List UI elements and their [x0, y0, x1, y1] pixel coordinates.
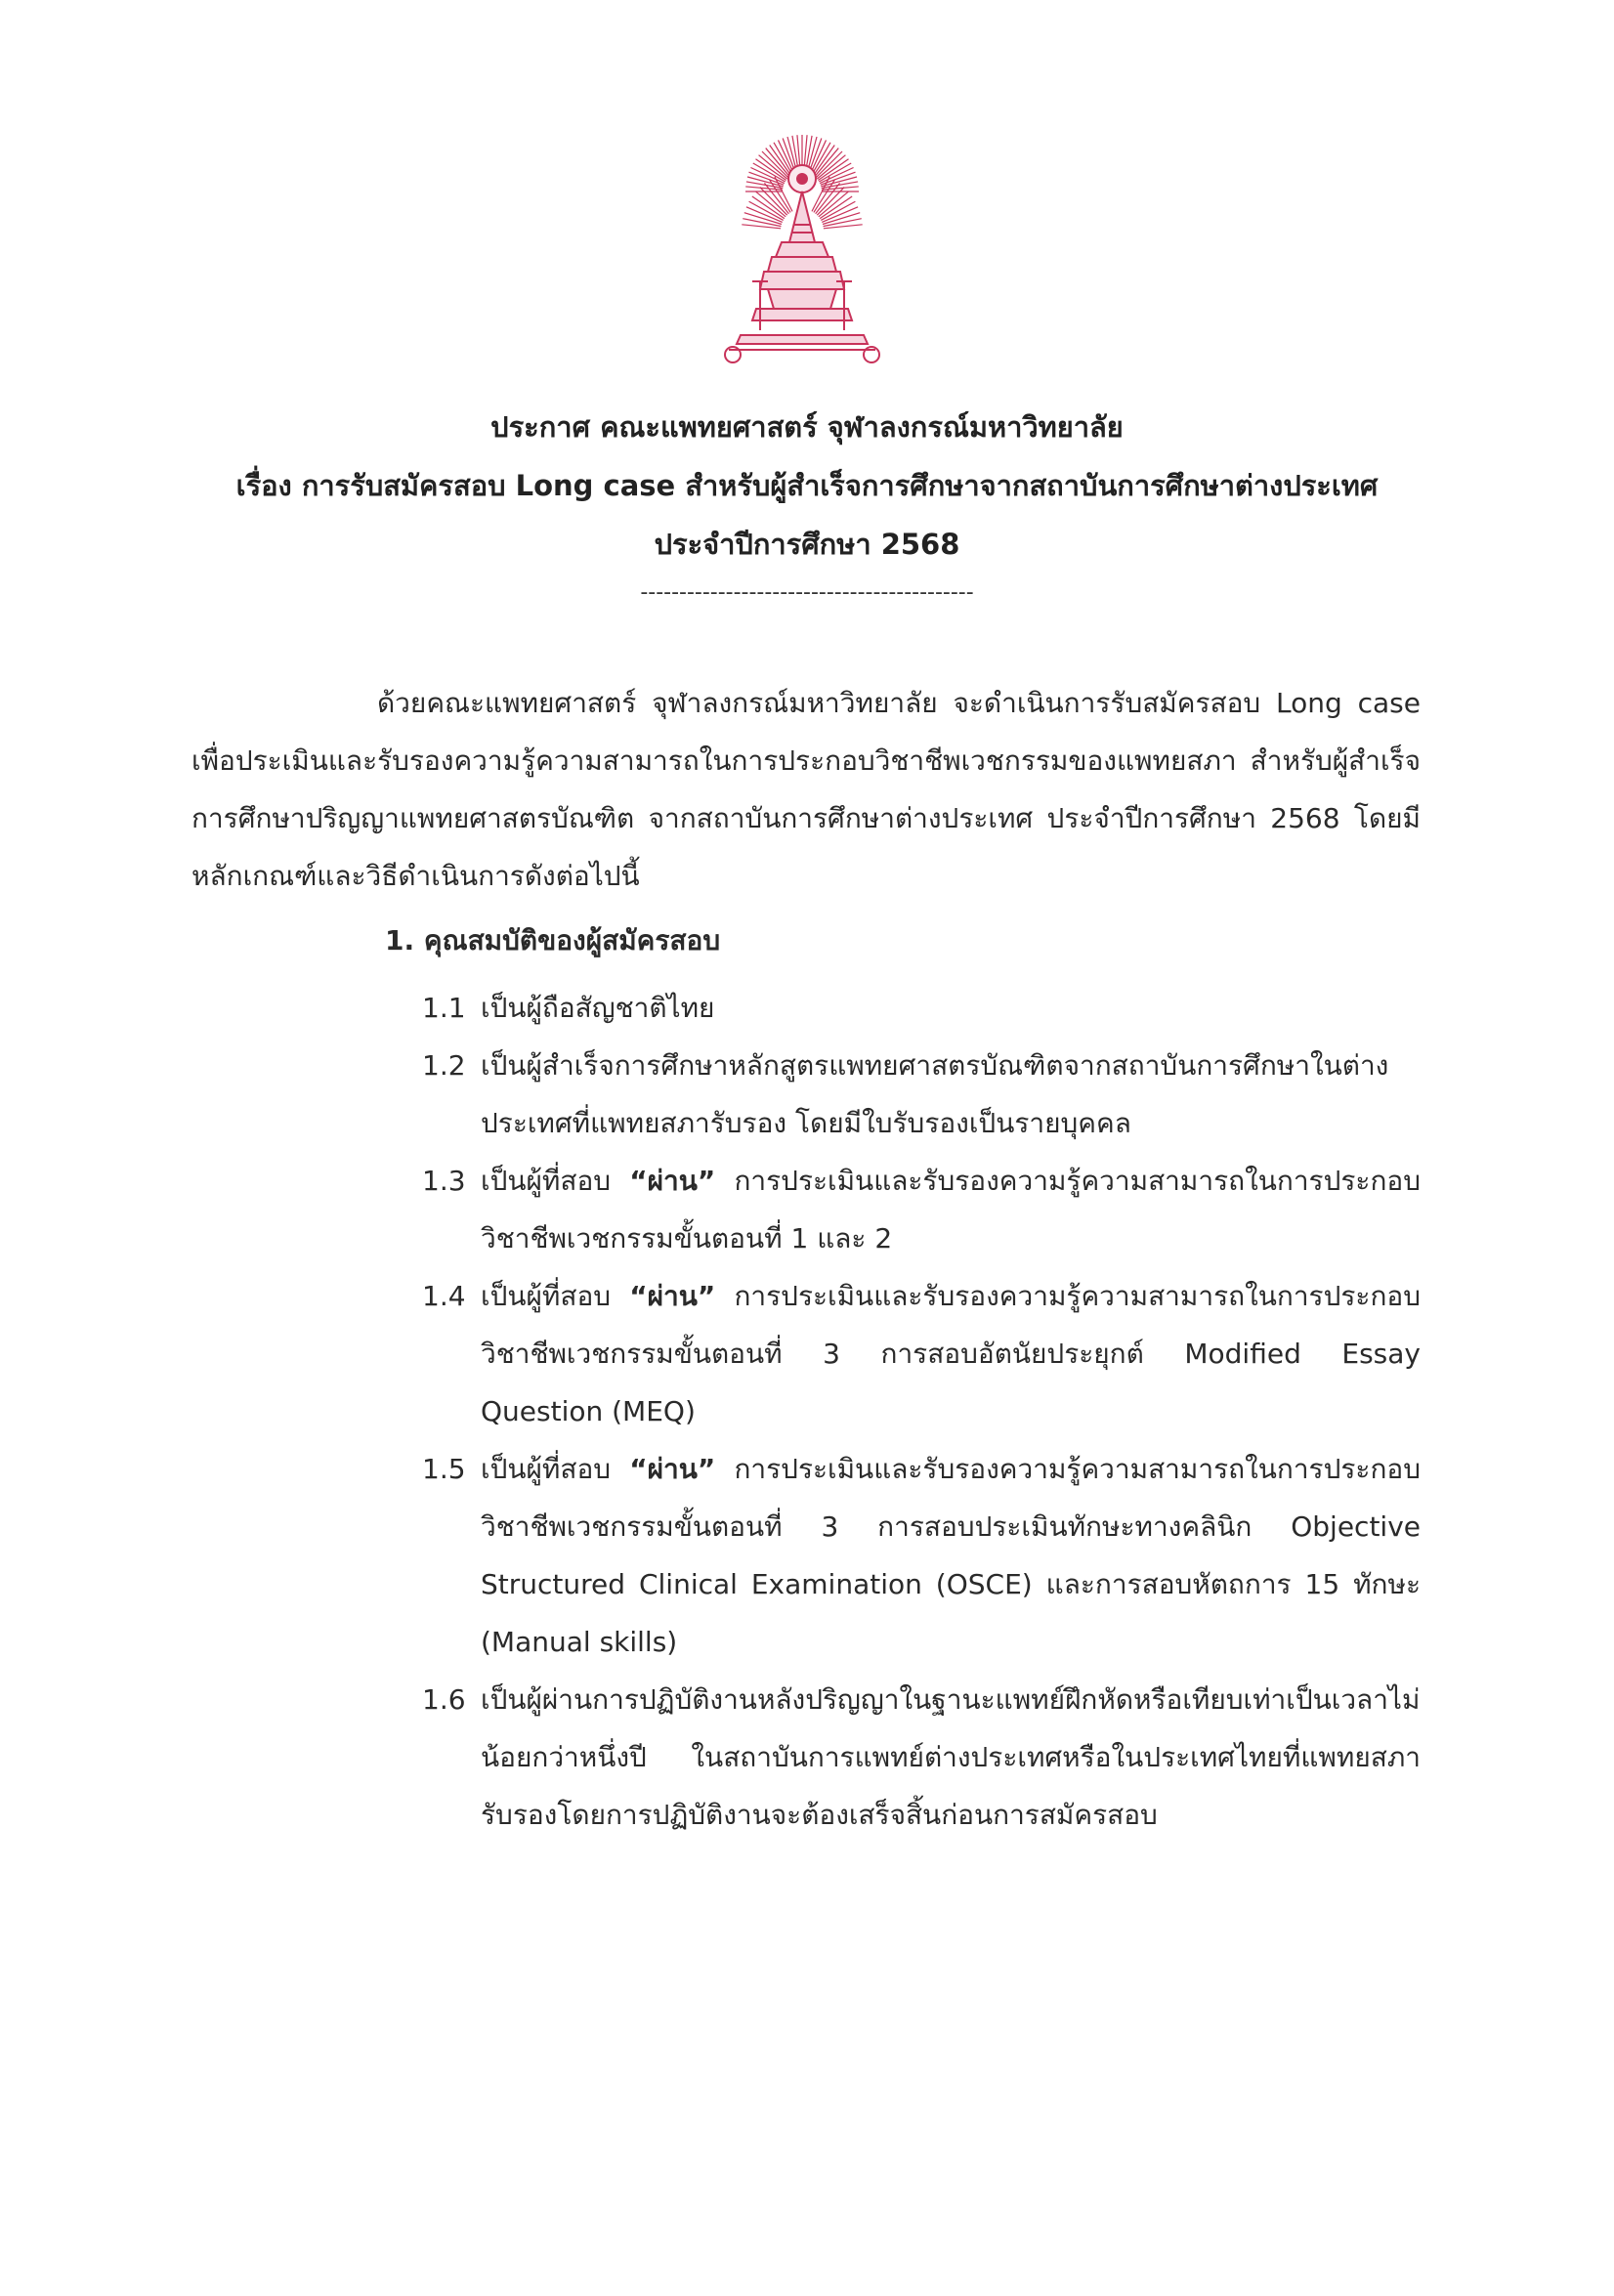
passed-emphasis: “ผ่าน” — [629, 1453, 716, 1485]
list-item — [422, 979, 1421, 1037]
passed-emphasis: “ผ่าน” — [629, 1165, 716, 1197]
item-number: 1.1 — [422, 992, 466, 1024]
item-text: เป็นผู้ที่สอบ “ผ่าน” การประเมินและรับรองความรู้ความสามารถในการประกอบวิชาชีพเวชกรรมขั้นตอนที่ 3 การสอบอัตนัยประยุกต์ Modified Essay Question (MEQ) — [481, 1280, 1421, 1427]
item-number: 1.5 — [422, 1453, 466, 1485]
section-heading: 1. คุณสมบัติของผู้สมัครสอบ — [385, 924, 721, 957]
passed-emphasis: “ผ่าน” — [629, 1280, 716, 1312]
item-text: เป็นผู้ที่สอบ “ผ่าน” การประเมินและรับรองความรู้ความสามารถในการประกอบวิชาชีพเวชกรรมขั้นตอนที่ 3 การสอบประเมินทักษะทางคลินิก Objective Structured Clinical Examination (OSCE) และการสอบหัตถการ 15 ทักษะ (Manual skills) — [481, 1453, 1421, 1658]
item-text: เป็นผู้ผ่านการปฏิบัติงานหลังปริญญาในฐานะแพทย์ฝึกหัดหรือเทียบเท่าเป็นเวลาไม่น้อยกว่าหนึ่งปี ในสถาบันการแพทย์ต่างประเทศหรือในประเทศไทยที่แพทยสภารับรองโดยการปฏิบัติงานจะต้องเสร็จสิ้นก่อนการสมัครสอบ — [481, 1683, 1421, 1831]
item-text: เป็นผู้ถือสัญชาติไทย — [481, 992, 715, 1024]
item-text: เป็นผู้ที่สอบ “ผ่าน” การประเมินและรับรองความรู้ความสามารถในการประกอบวิชาชีพเวชกรรมขั้นตอนที่ 1 และ 2 — [481, 1165, 1421, 1254]
announcement-title-block — [0, 408, 1614, 617]
item-number: 1.6 — [422, 1683, 466, 1716]
item-number: 1.4 — [422, 1280, 466, 1312]
intro-paragraph — [191, 674, 1421, 905]
qualification-list — [422, 979, 1421, 1844]
title-line-3: ประจำปีการศึกษา 2568 — [654, 528, 960, 561]
separator-line: ------------------------------------------- — [640, 580, 974, 605]
title-line-1: ประกาศ คณะแพทยศาสตร์ จุฬาลงกรณ์มหาวิทยาลัย — [490, 410, 1124, 444]
list-item — [422, 1267, 1421, 1440]
university-emblem-icon — [721, 135, 883, 374]
item-number: 1.3 — [422, 1165, 466, 1197]
item-number: 1.2 — [422, 1049, 466, 1082]
title-line-2: เรื่อง การรับสมัครสอบ Long case สำหรับผู้สำเร็จการศึกษาจากสถาบันการศึกษาต่างประเทศ — [235, 469, 1379, 502]
intro-text: ด้วยคณะแพทยศาสตร์ จุฬาลงกรณ์มหาวิทยาลัย จะดำเนินการรับสมัครสอบ Long case เพื่อประเมินและรับรองความรู้ความสามารถในการประกอบวิชาชีพเวชกรรมของแพทยสภา สำหรับผู้สำเร็จการศึกษาปริญญาแพทยศาสตรบัณฑิต จากสถาบันการศึกษาต่างประเทศ ประจำปีการศึกษา 2568 โดยมีหลักเกณฑ์และวิธีดำเนินการดังต่อไปนี้ — [191, 687, 1421, 892]
item-text: เป็นผู้สำเร็จการศึกษาหลักสูตรแพทยศาสตรบัณฑิตจากสถาบันการศึกษาในต่างประเทศที่แพทยสภารับรอง โดยมีใบรับรองเป็นรายบุคคล — [481, 1049, 1389, 1139]
list-item — [422, 1671, 1421, 1844]
list-item — [422, 1440, 1421, 1671]
list-item — [422, 1037, 1421, 1152]
list-item — [422, 1152, 1421, 1267]
